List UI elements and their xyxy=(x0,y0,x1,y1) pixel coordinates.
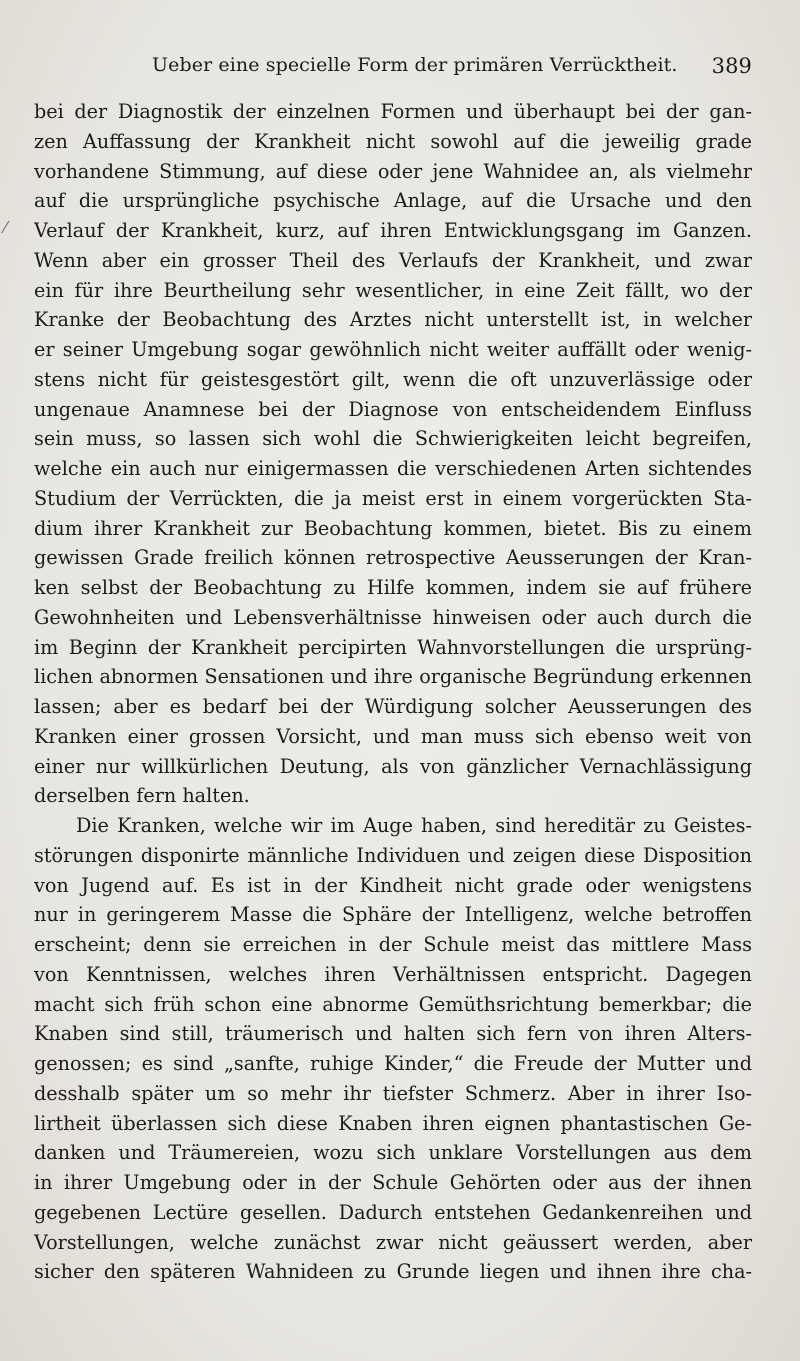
text-line: Knaben sind still, träumerisch und halten sich fern von ihren Alters- xyxy=(34,1022,752,1046)
text-line: gewissen Grade freilich können retrospective Aeusserungen der Kran- xyxy=(34,546,752,570)
text-line: sicher den späteren Wahnideen zu Grunde liegen und ihnen ihre cha- xyxy=(34,1260,752,1284)
text-line: Studium der Verrückten, die ja meist erst in einem vorgerückten Sta- xyxy=(34,486,752,510)
text-line: Kranke der Beobachtung des Arztes nicht unterstellt ist, in welcher xyxy=(34,308,752,332)
text-line: nur in geringerem Masse die Sphäre der Intelligenz, welche betroffen xyxy=(34,903,752,927)
text-line: welche ein auch nur einigermassen die verschiedenen Arten sichtendes xyxy=(34,457,752,480)
text-line: ken selbst der Beobachtung zu Hilfe kommen, indem sie auf frühere xyxy=(34,576,752,599)
text-line: Vorstellungen, welche zunächst zwar nicht geäussert werden, aber xyxy=(34,1230,752,1254)
text-line: ungenaue Anamnese bei der Diagnose von entscheidendem Einfluss xyxy=(34,397,752,421)
text-line: derselben fern halten. xyxy=(34,784,250,808)
text-line: gegebenen Lectüre gesellen. Dadurch entstehen Gedankenreihen und xyxy=(34,1200,752,1224)
text-line: lirtheit überlassen sich diese Knaben ihren eignen phantastischen Ge- xyxy=(34,1111,752,1135)
text-line: Wenn aber ein grosser Theil des Verlaufs der Krankheit, und zwar xyxy=(34,248,752,272)
paragraph-2 xyxy=(34,811,752,1287)
text-line: desshalb später um so mehr ihr tiefster Schmerz. Aber in ihrer Iso- xyxy=(34,1081,752,1105)
paragraph-1 xyxy=(34,97,752,811)
text-line: Die Kranken, welche wir im Auge haben, sind hereditär zu Geistes- xyxy=(76,814,752,837)
text-line: lassen; aber es bedarf bei der Würdigung solcher Aeusserungen des xyxy=(34,695,752,718)
text-line: lichen abnormen Sensationen und ihre organische Begründung erkennen xyxy=(34,665,752,689)
text-line: in ihrer Umgebung oder in der Schule Gehörten oder aus der ihnen xyxy=(34,1171,752,1194)
text-line: vorhandene Stimmung, auf diese oder jene Wahnidee an, als vielmehr xyxy=(34,159,752,183)
text-line: stens nicht für geistesgestört gilt, wenn die oft unzuverlässige oder xyxy=(34,367,752,391)
text-line: von Jugend auf. Es ist in der Kindheit nicht grade oder wenigstens xyxy=(34,873,752,897)
text-line: ein für ihre Beurtheilung sehr wesentlicher, in eine Zeit fällt, wo der xyxy=(34,278,752,302)
text-line: bei der Diagnostik der einzelnen Formen und überhaupt bei der gan- xyxy=(34,100,752,123)
page-header xyxy=(152,54,762,84)
text-line: erscheint; denn sie erreichen in der Schule meist das mittlere Mass xyxy=(34,933,752,956)
text-line: Verlauf der Krankheit, kurz, auf ihren Entwicklungsgang im Ganzen. xyxy=(34,219,752,242)
text-line: genossen; es sind „sanfte, ruhige Kinder,“ die Freude der Mutter und xyxy=(34,1052,752,1075)
text-line: dium ihrer Krankheit zur Beobachtung kommen, bietet. Bis zu einem xyxy=(34,516,752,540)
text-line: einer nur willkürlichen Deutung, als von gänzlicher Vernachlässigung xyxy=(34,754,752,778)
body-text xyxy=(34,97,752,1287)
text-line: sein muss, so lassen sich wohl die Schwierigkeiten leicht begreifen, xyxy=(34,427,752,451)
page-number: 389 xyxy=(711,54,752,78)
text-line: danken und Träumereien, wozu sich unklare Vorstellungen aus dem xyxy=(34,1141,752,1165)
text-line: auf die ursprüngliche psychische Anlage, auf die Ursache und den xyxy=(34,189,752,213)
text-line: Kranken einer grossen Vorsicht, und man muss sich ebenso weit von xyxy=(34,724,752,748)
text-line: störungen disponirte männliche Individuen und zeigen diese Disposition xyxy=(34,843,752,867)
text-line: zen Auffassung der Krankheit nicht sowohl auf die jeweilig grade xyxy=(34,129,752,153)
text-line: im Beginn der Krankheit percipirten Wahnvorstellungen die ursprüng- xyxy=(34,635,752,659)
margin-mark: ⁄ xyxy=(4,218,7,237)
running-title: Ueber eine specielle Form der primären Verrücktheit. xyxy=(152,54,678,76)
text-line: macht sich früh schon eine abnorme Gemüthsrichtung bemerkbar; die xyxy=(34,992,752,1016)
text-line: von Kenntnissen, welches ihren Verhältnissen entspricht. Dagegen xyxy=(34,962,752,986)
text-line: er seiner Umgebung sogar gewöhnlich nicht weiter auffällt oder wenig- xyxy=(34,338,752,361)
text-line: Gewohnheiten und Lebensverhältnisse hinweisen oder auch durch die xyxy=(34,605,752,629)
